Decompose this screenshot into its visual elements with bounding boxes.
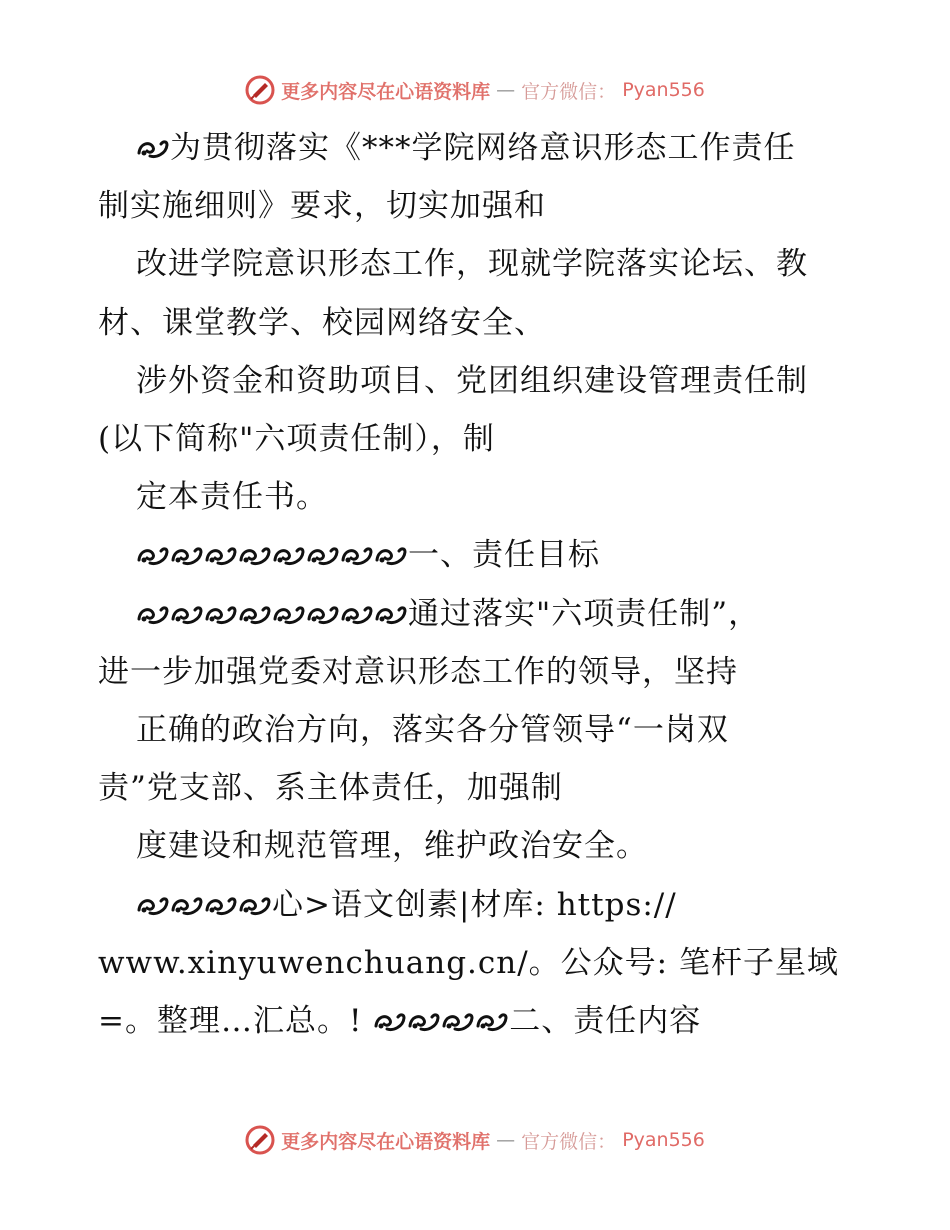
line-text: 进一步加强党委对意识形态工作的领导，坚持 [98,653,738,690]
ornament-icon [340,604,374,626]
banner-official: 官方微信： [521,1130,617,1153]
ornament-icon [441,1011,475,1033]
footer-banner [0,1120,950,1160]
line-text: 正确的政治方向，落实各分管领导“一岗双 [136,712,729,748]
ornament-icon [204,604,238,626]
header-banner [0,70,950,110]
ornament-icon [340,545,374,567]
ornament-icon [238,895,272,917]
line-text: 度建设和规范管理，维护政治安全。 [136,828,648,865]
ornament-icon [136,895,170,917]
line-tail-text: 二、责任内容 [509,1003,702,1039]
line-text: =。整理…汇总。! [98,1003,374,1039]
line-text: www.xinyuwenchuang.cn/。公众号: 笔杆子星域 [98,944,839,981]
line-text: (以下简称"六项责任制），制 [98,421,495,457]
ornament-icon [238,604,272,626]
ornament-icon [272,604,306,626]
logo-icon [245,1125,275,1155]
line-text: 通过落实"六项责任制”， [408,595,761,632]
ornament-icon [204,545,238,567]
line-text: 一、责任目标 [408,537,600,574]
text-line [0,826,950,866]
logo-icon [245,75,275,105]
ornament-icon [238,545,272,567]
banner-title: 更多内容尽在心语资料库 [281,1130,491,1153]
ornament-icon [204,895,238,917]
ornament-icon [407,1011,441,1033]
line-text: 为贯彻落实《***学院网络意识形态工作责任 [170,130,796,166]
text-line [0,361,950,401]
text-line [0,943,950,983]
text-line [0,303,950,343]
text-line [0,128,950,168]
text-line [0,652,950,692]
ornament-icon [306,545,340,567]
banner-wechat-id: Pyan556 [622,1129,705,1151]
text-line [0,186,950,226]
ornament-icon [170,604,204,626]
ornament-icon [373,1011,407,1033]
text-line [0,244,950,284]
line-text: 定本责任书。 [136,479,328,516]
ornament-icon [272,545,306,567]
ornament-icon [475,1011,509,1033]
line-text: 心>语文创素|材库: https:// [272,886,677,923]
banner-dash: — [496,79,516,101]
ornament-icon [170,545,204,567]
text-line [0,1001,950,1041]
text-line [0,419,950,459]
text-line [0,594,950,634]
line-text: 制实施细则》要求，切实加强和 [98,188,546,225]
banner-official: 官方微信： [521,80,617,103]
line-text: 材、课堂教学、校园网络安全、 [98,304,546,341]
text-line [0,535,950,575]
ornament-icon [136,604,170,626]
text-line [0,768,950,808]
banner-wechat-id: Pyan556 [622,79,705,101]
ornament-icon [136,545,170,567]
ornament-icon [374,545,408,567]
line-text: 改进学院意识形态工作，现就学院落实论坛、教 [136,246,808,283]
text-line [0,885,950,925]
line-text: 责”党支部、系主体责任，加强制 [98,770,563,807]
text-line [0,477,950,517]
line-text: 涉外资金和资助项目、党团组织建设管理责任制 [136,362,808,399]
ornament-icon [170,895,204,917]
ornament-icon [374,604,408,626]
banner-title: 更多内容尽在心语资料库 [281,80,491,103]
banner-dash: — [496,1129,516,1151]
ornament-icon [136,138,170,160]
text-line [0,710,950,750]
ornament-icon [306,604,340,626]
